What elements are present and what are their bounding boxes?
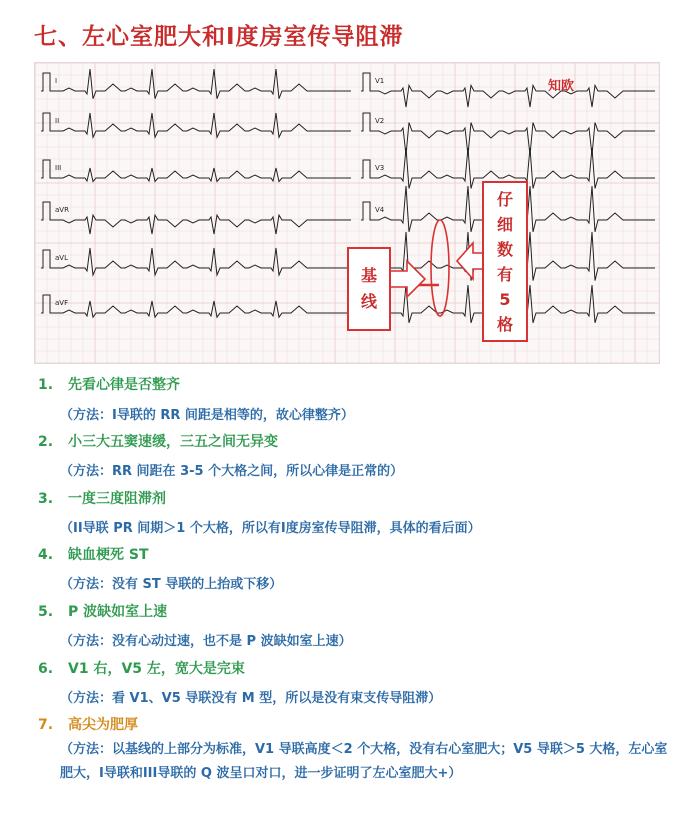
- list-item: [38, 374, 180, 394]
- item-number: 1.: [38, 377, 54, 393]
- callout-baseline: [347, 247, 391, 331]
- item-note: （方法：没有 ST 导联的上抬或下移）: [60, 577, 283, 592]
- item-text: 高尖为肥厚: [68, 717, 138, 733]
- ecg-trace: [41, 160, 351, 182]
- list-item: [38, 488, 166, 508]
- lead-label: V4: [375, 206, 385, 214]
- callout-count-char: 格: [496, 314, 513, 334]
- item-text: 小三大五窦速缓，三五之间无异变: [68, 434, 278, 450]
- list-item: [38, 601, 167, 621]
- ecg-trace: [41, 248, 351, 275]
- callout-baseline-char: 基: [360, 266, 377, 285]
- item-note: （II导联 PR 间期＞1 个大格，所以有I度房室传导阻滞，具体的看后面）: [60, 521, 481, 536]
- item-text: V1 右，V5 左，宽大是完束: [68, 661, 245, 677]
- callout-count-char: 5: [499, 289, 511, 309]
- item-text: 一度三度阻滞剂: [68, 491, 166, 507]
- item-number: 5.: [38, 604, 54, 620]
- ecg-trace: [41, 202, 351, 234]
- list-item: [38, 431, 278, 451]
- callout-count: [482, 181, 528, 342]
- lead-label: III: [55, 164, 62, 172]
- page-title: 七、左心室肥大和I度房室传导阻滞: [34, 24, 404, 50]
- signature: 知欧: [548, 79, 575, 94]
- callout-count-char: 细: [496, 214, 513, 234]
- callout-count-char: 有: [496, 264, 513, 284]
- arrow-left: [457, 243, 485, 279]
- lead-label: II: [55, 117, 60, 125]
- item-text: P 波缺如室上速: [68, 604, 168, 620]
- item-note: （方法：看 V1、V5 导联没有 M 型，所以是没有束支传导阻滞）: [60, 691, 442, 706]
- item-note: （方法：I导联的 RR 间距是相等的，故心律整齐）: [60, 408, 354, 423]
- item-number: 6.: [38, 661, 54, 677]
- callout-count-char: 仔: [496, 189, 513, 209]
- item-text: 缺血梗死 ST: [68, 547, 149, 563]
- lead-label: aVR: [55, 206, 69, 214]
- lead-label: aVL: [55, 254, 68, 262]
- lead-label: aVF: [55, 299, 69, 307]
- item-number: 4.: [38, 547, 54, 563]
- ecg-trace: [41, 69, 351, 99]
- item-note: （方法：RR 间距在 3-5 个大格之间，所以心律是正常的）: [60, 464, 404, 479]
- lead-label: I: [55, 77, 58, 85]
- item-text: 先看心律是否整齐: [68, 377, 180, 393]
- item-number: 7.: [38, 717, 54, 733]
- ecg-trace: [41, 295, 351, 317]
- lead-label: V1: [375, 77, 385, 85]
- ecg-trace: [41, 113, 351, 137]
- item-number: 3.: [38, 491, 54, 507]
- list-item: [38, 544, 149, 564]
- callout-baseline-char: 线: [360, 292, 377, 311]
- lead-label: V3: [375, 164, 385, 172]
- item-number: 2.: [38, 434, 54, 450]
- lead-label: V2: [375, 117, 385, 125]
- item-note: （方法：以基线的上部分为标准，V1 导联高度＜2 个大格，没有右心室肥大；V5 导联＞5 大格，左心室肥大，I导联和III导联的 Q 波呈口对口，进一步证明了左心室肥大+）: [60, 742, 668, 781]
- callout-count-char: 数: [496, 239, 513, 259]
- list-item: [38, 658, 245, 678]
- list-item: [38, 714, 138, 734]
- item-note: （方法：没有心动过速，也不是 P 波缺如室上速）: [60, 634, 352, 649]
